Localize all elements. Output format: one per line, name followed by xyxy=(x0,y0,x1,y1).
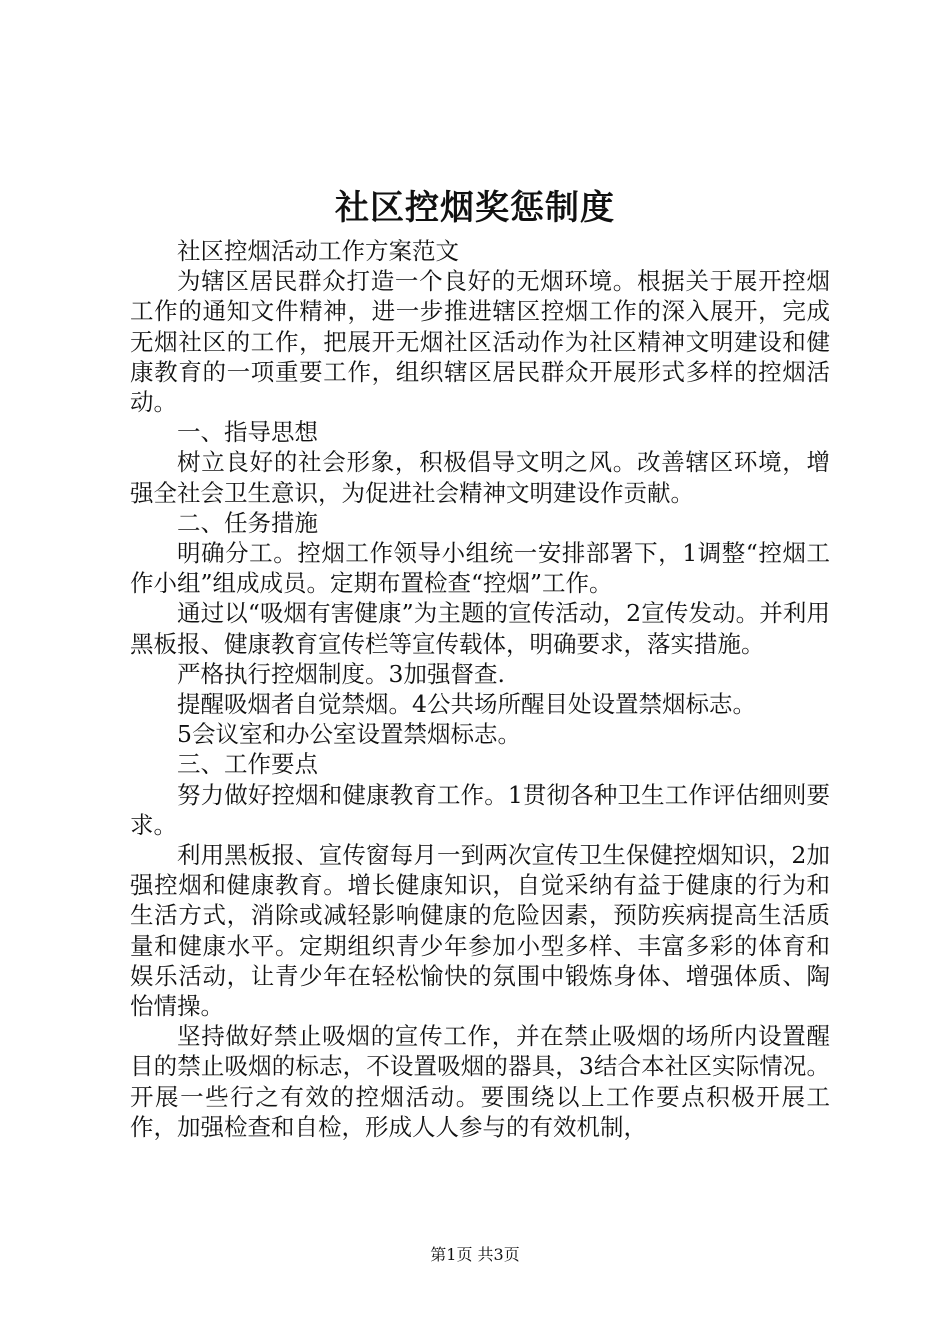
paragraph-work-point-1: 努力做好控烟和健康教育工作。1贯彻各种卫生工作评估细则要求。 xyxy=(130,780,830,839)
paragraph-task-1: 明确分工。控烟工作领导小组统一安排部署下，1调整“控烟工作小组”组成成员。定期布置检查“控烟”工作。 xyxy=(130,539,830,598)
paragraph-guiding-ideology: 树立良好的社会形象，积极倡导文明之风。改善辖区环境，增强全社会卫生意识，为促进社会精神文明建设作贡献。 xyxy=(130,448,830,507)
section-heading-work-points: 三、工作要点 xyxy=(177,750,318,779)
paragraph-intro: 为辖区居民群众打造一个良好的无烟环境。根据关于展开控烟工作的通知文件精神，进一步推进辖区控烟工作的深入展开，完成无烟社区的工作，把展开无烟社区活动作为社区精神文明建设和健康教育的一项重要工作，组织辖区居民群众开展形式多样的控烟活动。 xyxy=(130,267,830,417)
paragraph-task-4: 提醒吸烟者自觉禁烟。4公共场所醒目处设置禁烟标志。 xyxy=(177,690,756,719)
paragraph-work-point-3: 坚持做好禁止吸烟的宣传工作，并在禁止吸烟的场所内设置醒目的禁止吸烟的标志，不设置吸烟的器具，3结合本社区实际情况。开展一些行之有效的控烟活动。要围绕以上工作要点积极开展工作，加强检查和自检，形成人人参与的有效机制， xyxy=(130,1022,830,1141)
section-heading-task-measures: 二、任务措施 xyxy=(177,508,318,537)
paragraph-task-2: 通过以“吸烟有害健康”为主题的宣传活动，2宣传发动。并利用黑板报、健康教育宣传栏等宣传载体，明确要求，落实措施。 xyxy=(130,599,830,658)
page-number-footer: 第1页 共3页 xyxy=(430,1245,520,1264)
paragraph-task-5: 5会议室和办公室设置禁烟标志。 xyxy=(177,720,521,749)
document-body xyxy=(130,236,830,1142)
paragraph-subtitle: 社区控烟活动工作方案范文 xyxy=(177,237,459,265)
paragraph-task-3: 严格执行控烟制度。3加强督查. xyxy=(177,659,505,688)
section-heading-guiding-ideology: 一、指导思想 xyxy=(177,418,318,447)
document-title: 社区控烟奖惩制度 xyxy=(335,188,615,228)
paragraph-work-point-2: 利用黑板报、宣传窗每月一到两次宣传卫生保健控烟知识，2加强控烟和健康教育。增长健康知识，自觉采纳有益于健康的行为和生活方式，消除或减轻影响健康的危险因素，预防疾病提高生活质量和健康水平。定期组织青少年参加小型多样、丰富多彩的体育和娱乐活动，让青少年在轻松愉快的氛围中锻炼身体、增强体质、陶怡情操。 xyxy=(130,841,830,1021)
